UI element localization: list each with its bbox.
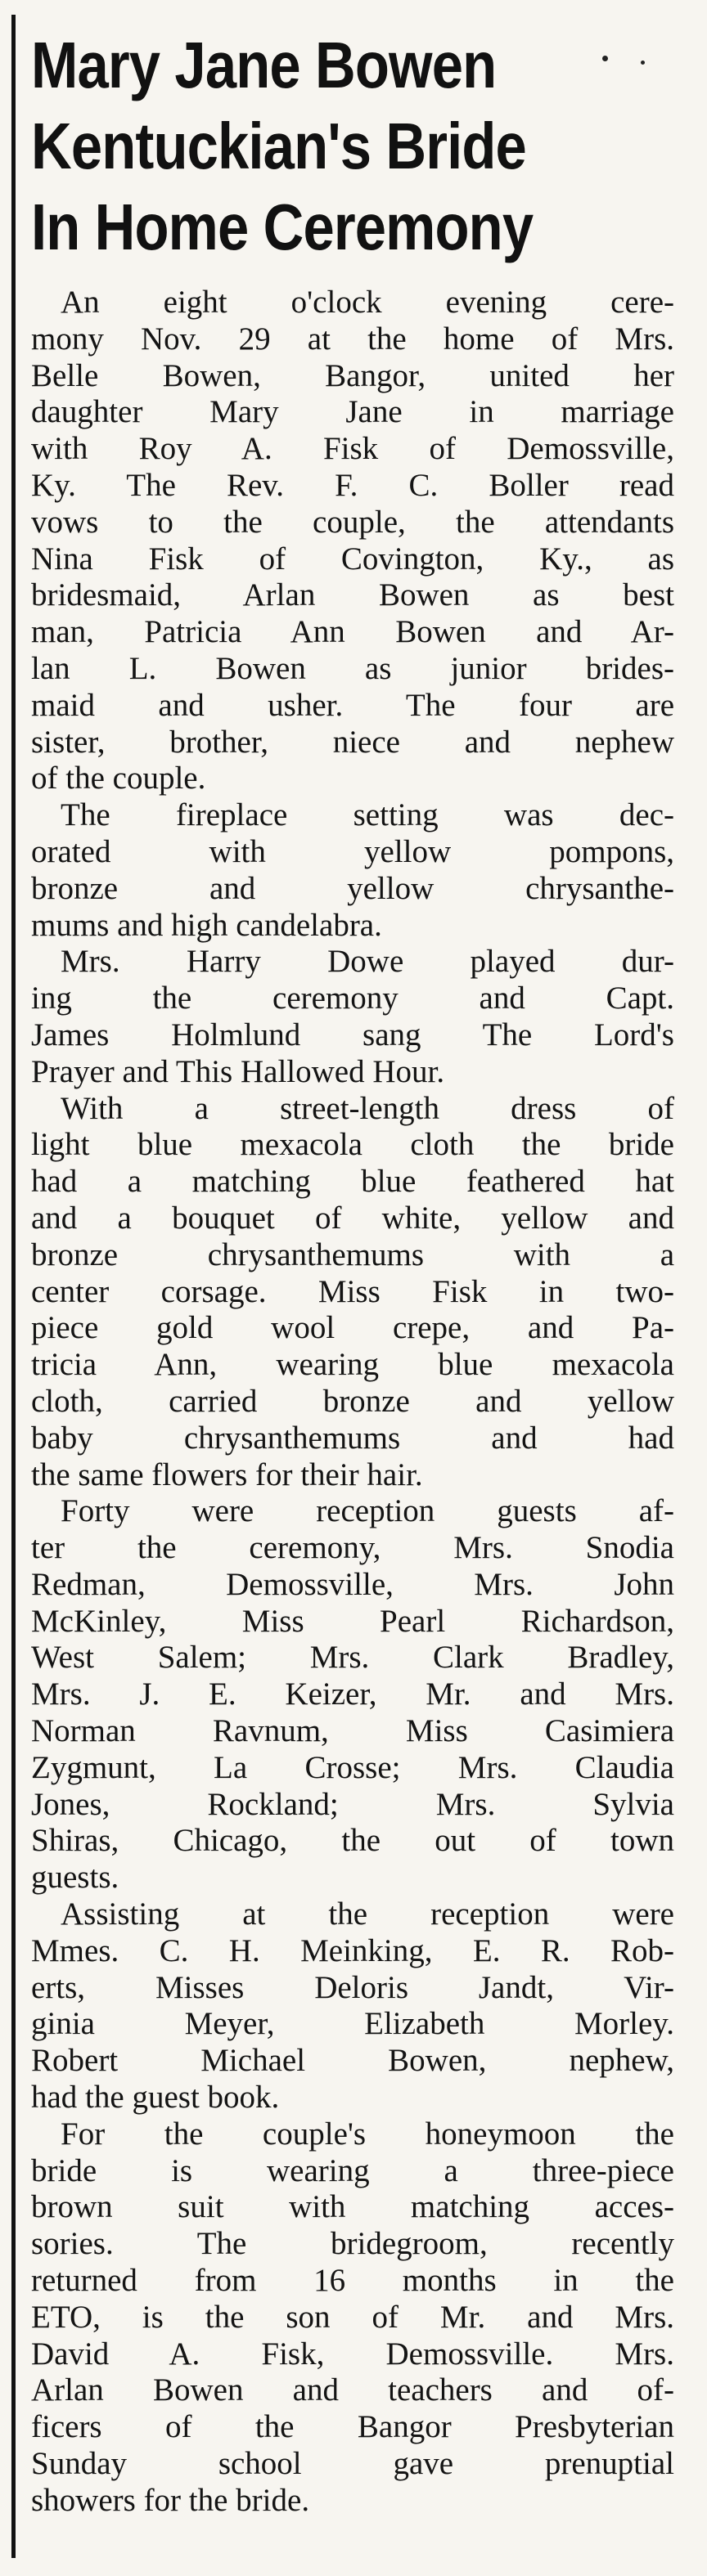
article-line: orated with yellow pompons,: [31, 833, 674, 869]
article-line: Assisting at the reception were: [61, 1896, 674, 1932]
article-line: mony Nov. 29 at the home of Mrs.: [31, 321, 674, 357]
article-line: sister, brother, niece and nephew: [31, 724, 674, 760]
article-line: sories. The bridegroom, recently: [31, 2226, 674, 2262]
headline: [31, 25, 594, 267]
article-line: maid and usher. The four are: [31, 687, 674, 723]
article-paragraph: [31, 1091, 674, 1494]
print-speck: [602, 56, 608, 61]
article-line: light blue mexacola cloth the bride: [31, 1127, 674, 1163]
article-line: ing the ceremony and Capt.: [31, 981, 674, 1016]
article-line: Sunday school gave prenuptial: [31, 2446, 674, 2482]
article-paragraph: [31, 944, 674, 1090]
article-line: Forty were reception guests af-: [61, 1493, 674, 1529]
article-line: had a matching blue feathered hat: [31, 1164, 674, 1200]
article-line: cloth, carried bronze and yellow: [31, 1383, 674, 1419]
article-line: tricia Ann, wearing blue mexacola: [31, 1347, 674, 1383]
article-line: bronze chrysanthemums with a: [31, 1236, 674, 1272]
article-line: For the couple's honeymoon the: [61, 2116, 674, 2152]
article-line: the same flowers for their hair.: [31, 1456, 423, 1492]
print-speck: [641, 61, 645, 65]
article-line: An eight o'clock evening cere-: [61, 285, 674, 320]
article-line: With a street-length dress of: [61, 1090, 674, 1126]
article-line: The fireplace setting was dec-: [61, 797, 674, 833]
column-rule: [11, 15, 16, 2558]
article-line: Mrs. Harry Dowe played dur-: [61, 944, 674, 980]
article-paragraph: [31, 1896, 674, 2116]
article-line: ETO, is the son of Mr. and Mrs.: [31, 2299, 674, 2335]
article-line: Norman Ravnum, Miss Casimiera: [31, 1713, 674, 1749]
article-line: Prayer and This Hallowed Hour.: [31, 1053, 445, 1089]
article-line: Arlan Bowen and teachers and of-: [31, 2372, 674, 2408]
article-line: ter the ceremony, Mrs. Snodia: [31, 1530, 674, 1566]
article-line: bride is wearing a three-piece: [31, 2152, 674, 2188]
article-line: bronze and yellow chrysanthe-: [31, 870, 674, 906]
article-line: ginia Meyer, Elizabeth Morley.: [31, 2006, 674, 2042]
article-body: [31, 285, 674, 2520]
article-line: Belle Bowen, Bangor, united her: [31, 357, 674, 393]
article-line: center corsage. Miss Fisk in two-: [31, 1273, 674, 1309]
article-line: Ky. The Rev. F. C. Boller read: [31, 467, 674, 503]
headline-line: Kentuckian's Bride: [31, 110, 526, 182]
article-line: and a bouquet of white, yellow and: [31, 1200, 674, 1236]
article-line: baby chrysanthemums and had: [31, 1420, 674, 1456]
article-line: guests.: [31, 1860, 119, 1896]
article-line: with Roy A. Fisk of Demossville,: [31, 431, 674, 467]
article-line: piece gold wool crepe, and Pa-: [31, 1310, 674, 1346]
article-line: erts, Misses Deloris Jandt, Vir-: [31, 1969, 674, 2005]
headline-line: Mary Jane Bowen: [31, 29, 497, 101]
article-paragraph: [31, 285, 674, 797]
article-line: McKinley, Miss Pearl Richardson,: [31, 1603, 674, 1639]
article-line: James Holmlund sang The Lord's: [31, 1016, 674, 1052]
article-line: bridesmaid, Arlan Bowen as best: [31, 577, 674, 613]
article-paragraph: [31, 1493, 674, 1896]
article-line: had the guest book.: [31, 2080, 280, 2116]
article-line: Mrs. J. E. Keizer, Mr. and Mrs.: [31, 1676, 674, 1712]
article-line: man, Patricia Ann Bowen and Ar-: [31, 614, 674, 650]
article-line: mums and high candelabra.: [31, 907, 382, 943]
article-paragraph: [31, 2116, 674, 2520]
article-line: of the couple.: [31, 761, 206, 797]
headline-line: In Home Ceremony: [31, 191, 534, 263]
article-line: West Salem; Mrs. Clark Bradley,: [31, 1640, 674, 1676]
article-line: Zygmunt, La Crosse; Mrs. Claudia: [31, 1749, 674, 1785]
article-line: ficers of the Bangor Presbyterian: [31, 2409, 674, 2445]
article-line: lan L. Bowen as junior brides-: [31, 650, 674, 686]
article-line: Mmes. C. H. Meinking, E. R. Rob-: [31, 1932, 674, 1968]
article-line: returned from 16 months in the: [31, 2263, 674, 2299]
article-line: Shiras, Chicago, the out of town: [31, 1823, 674, 1859]
article-paragraph: [31, 797, 674, 944]
article-line: Jones, Rockland; Mrs. Sylvia: [31, 1786, 674, 1822]
article-line: showers for the bride.: [31, 2482, 310, 2518]
article-line: Nina Fisk of Covington, Ky., as: [31, 541, 674, 577]
article-line: Redman, Demossville, Mrs. John: [31, 1566, 674, 1602]
article-line: daughter Mary Jane in marriage: [31, 394, 674, 430]
article-line: Robert Michael Bowen, nephew,: [31, 2043, 674, 2079]
article-line: brown suit with matching acces-: [31, 2189, 674, 2225]
article-line: David A. Fisk, Demossville. Mrs.: [31, 2336, 674, 2372]
article-line: vows to the couple, the attendants: [31, 504, 674, 540]
